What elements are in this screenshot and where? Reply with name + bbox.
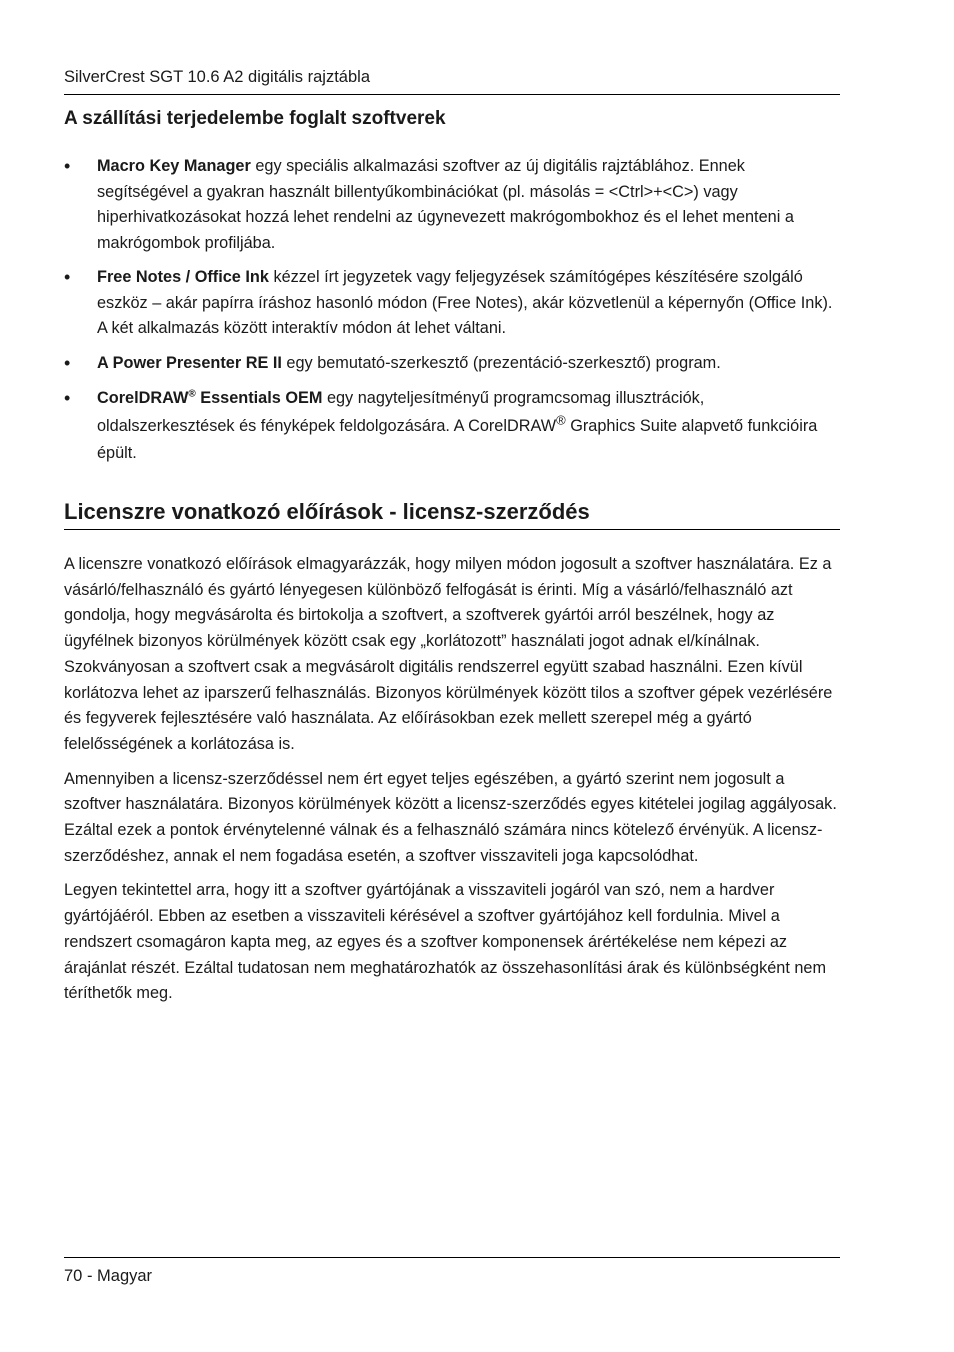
- paragraph: Legyen tekintettel arra, hogy itt a szoftver gyártójának a visszaviteli jogáról van szó, nem a hardver gyártójáéról. Ebben az esetben a visszaviteli kérésével a szoftver gyártójához kell fordulnia. Mivel a rendszert csomagáron kapta meg, az egyes és a szoftver komponensek árértékelése nem képezi az árajánlat részét. Ezáltal tudatosan nem meghatározhatók az összehasonlítási árak és különbségként nem téríthetők meg.: [64, 881, 827, 1003]
- running-title: SilverCrest SGT 10.6 A2 digitális rajztábla: [64, 68, 370, 86]
- bullet-text: egy speciális alkalmazási szoftver az új digitális rajztáblához. Ennek segítségével a gyakran használt billentyűkombinációkat (pl. másolás = <Ctrl>+<C>) vagy hiperhivatkozásokat hozzá lehet rendelni az úgynevezett makrógombokhoz és el lehet menteni a makrógombok profiljába.: [97, 157, 794, 252]
- bullet-item-free-notes: [64, 265, 840, 342]
- registered-mark: ®: [188, 388, 196, 400]
- page-footer: [64, 1263, 840, 1289]
- page-number: 70: [64, 1267, 83, 1285]
- registered-mark: ®: [556, 412, 566, 428]
- software-bullet-list: [64, 154, 840, 476]
- bullet-term: [97, 389, 322, 407]
- footer-rule: [64, 1257, 840, 1258]
- section-title-included-software: A szállítási terjedelembe foglalt szoftverek: [64, 108, 446, 129]
- bullet-item-power-presenter: [64, 351, 840, 377]
- paragraph: A licenszre vonatkozó előírások elmagyarázzák, hogy milyen módon jogosult a szoftver használatára. Ez a vásárló/felhasználó és gyártó lényegesen különböző felfogását is érinti. Míg a vásárló/felhasználó azt gondolja, hogy megvásárolta és birtokolja a szoftvert, a szoftverek gyártói arról beszélnek, hogy az ügyfélnek bizonyos körülmények között csak egy „korlátozott” használati jogot adnak el/kínálnak. Szokványosan a szoftvert csak a megvásárolt digitális rendszerrel együtt szabad használni. Ezen kívül korlátozva lehet az iparszerű felhasználás. Bizonyos körülmények között tilos a szoftver gépek vezérlésére és fegyverek fejlesztésére való használata. Az előírásokban ezek mellett szerepel még a gyártó felelősségének a korlátozása is.: [64, 555, 833, 753]
- bullet-text: egy nagyteljesítményű programcsomag illusztrációk, oldalszerkesztések és fényképek feldolgozására. A CorelDRAW: [97, 389, 705, 435]
- page-header: [64, 64, 840, 95]
- license-body: [64, 552, 840, 1016]
- bullet-item-coreldraw: [64, 385, 840, 468]
- bullet-text: egy bemutató-szerkesztő (prezentáció-szerkesztő) program.: [281, 353, 721, 372]
- section-title-license: Licenszre vonatkozó előírások - licensz-szerződés: [64, 495, 840, 530]
- bullet-term-part: CorelDRAW: [97, 389, 189, 408]
- bullet-text: kézzel írt jegyzetek vagy feljegyzések számítógépes készítésére szolgáló eszköz – akár papírra íráshoz hasonló módon (Free Notes), akár közvetlenül a képernyőn (Office Ink). A két alkalmazás között interaktív módon át lehet váltani.: [97, 268, 833, 338]
- footer-separator: -: [82, 1267, 98, 1285]
- bullet-text: Graphics Suite alapvető funkcióira épült.: [97, 416, 818, 463]
- footer-language: Magyar: [97, 1267, 153, 1285]
- bullet-item-macro-key-manager: [64, 154, 840, 256]
- bullet-term: Free Notes / Office Ink: [97, 268, 269, 287]
- bullet-term: A Power Presenter RE II: [97, 353, 282, 372]
- paragraph: Amennyiben a licensz-szerződéssel nem ért egyet teljes egészében, a gyártó szerint nem jogosult a szoftver használatára. Bizonyos körülmények között a licensz-szerződés egyes kitételei jogilag aggályosak. Ezáltal ezek a pontok érvénytelenné válnak és a felhasználó számára nincs kötelező érvényük. A licensz-szerződéshez, annak el nem fogadása esetén, a szoftver visszaviteli joga kapcsolódhat.: [64, 769, 837, 865]
- bullet-term-part: Essentials OEM: [195, 389, 323, 408]
- bullet-term: Macro Key Manager: [97, 157, 251, 175]
